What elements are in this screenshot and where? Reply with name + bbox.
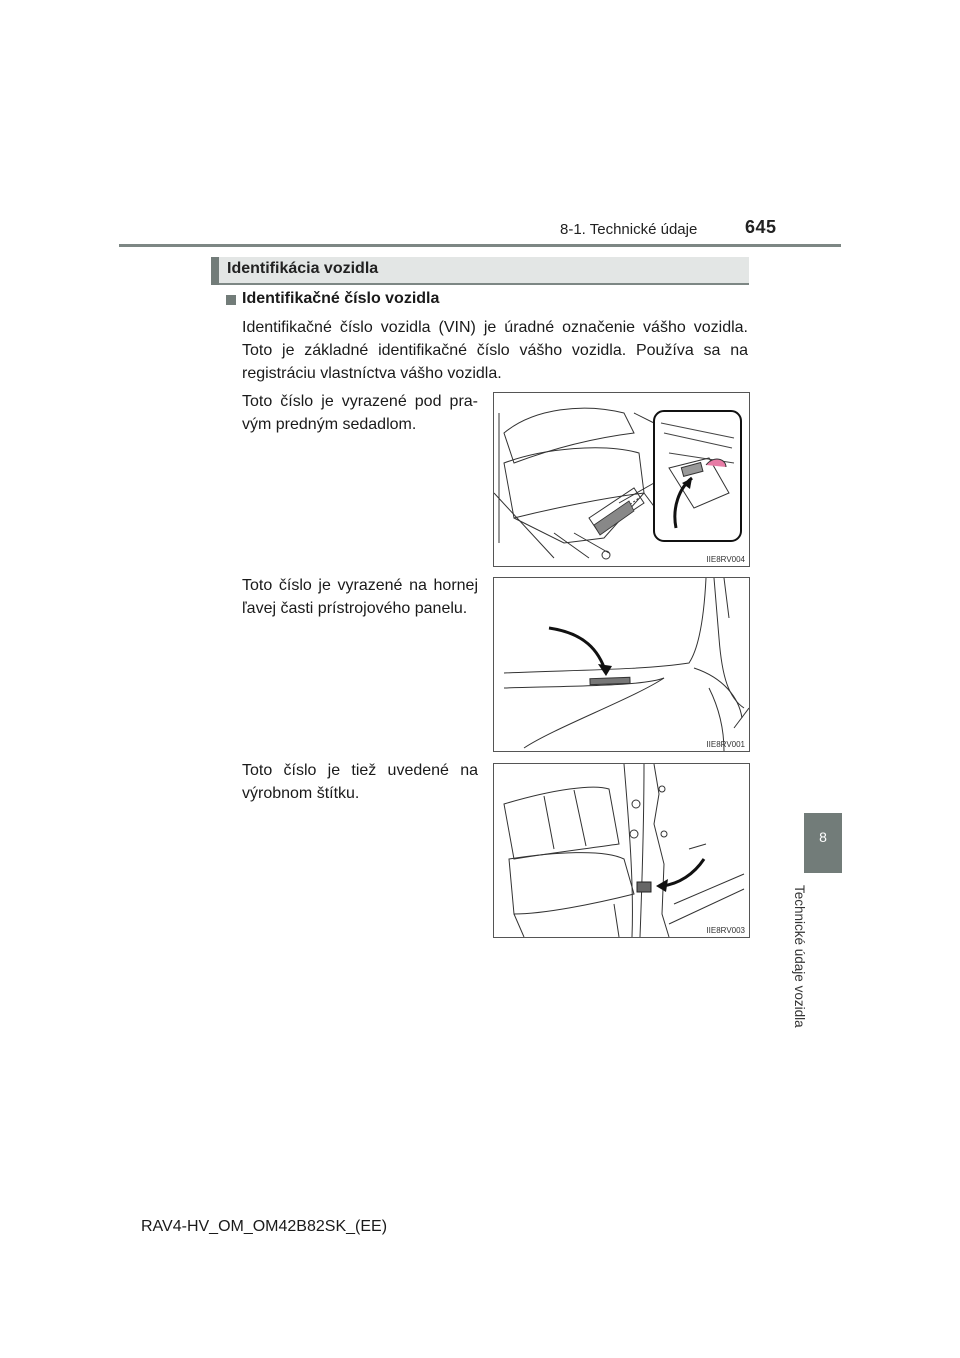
figure-caption-2: Toto číslo je vyrazené na hornej ľavej časti prístrojového panelu. bbox=[242, 577, 478, 617]
page-number: 645 bbox=[745, 217, 777, 237]
square-bullet-icon bbox=[226, 295, 236, 305]
seat-illustration bbox=[494, 393, 749, 566]
footer-doc-id: RAV4-HV_OM_OM42B82SK_(EE) bbox=[141, 1218, 388, 1235]
figure-door-label-vin bbox=[493, 763, 750, 938]
door-pillar-illustration bbox=[494, 764, 749, 937]
header-rule bbox=[119, 244, 841, 247]
figure-code-3: IIE8RV003 bbox=[706, 926, 745, 935]
chapter-number: 8 bbox=[819, 829, 827, 845]
figure-caption-1: Toto číslo je vyrazené pod pra-vým predným sedadlom. bbox=[242, 393, 478, 433]
figure-caption-3: Toto číslo je tiež uvedené na výrobnom štítku. bbox=[242, 762, 478, 802]
section-header-accent bbox=[211, 257, 219, 285]
section-title: Identifikácia vozidla bbox=[227, 260, 379, 277]
figure-code-2: IIE8RV001 bbox=[706, 740, 745, 749]
chapter-title-vertical bbox=[792, 885, 812, 1045]
intro-paragraph: Identifikačné číslo vozidla (VIN) je úradné označenie vášho vozidla. Toto je základné identifikačné číslo vášho vozidla. Používa sa na registráciu vlastníctva vášho vozidla. bbox=[242, 319, 748, 382]
chapter-title: Technické údaje vozidla bbox=[792, 885, 807, 1028]
subsection-title: Identifikačné číslo vozidla bbox=[242, 290, 440, 307]
header-section-title: 8-1. Technické údaje bbox=[560, 221, 698, 238]
figure-seat-vin bbox=[493, 392, 750, 567]
dashboard-illustration bbox=[494, 578, 749, 751]
figure-dashboard-vin bbox=[493, 577, 750, 752]
figure-code-1: IIE8RV004 bbox=[706, 555, 745, 564]
